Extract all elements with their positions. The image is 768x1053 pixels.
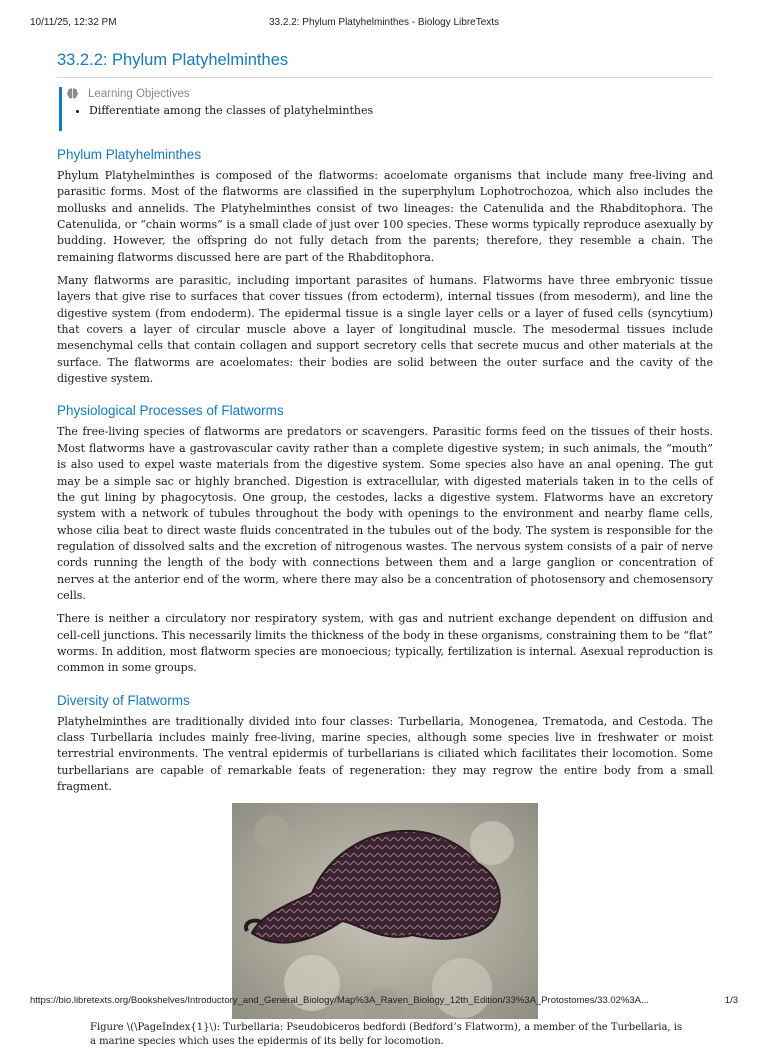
print-footer [30, 995, 738, 1009]
paragraph: Platyhelminthes are traditionally divided into four classes: Turbellaria, Monogenea, Trematoda, and Cestoda. The class Turbellaria includes mainly free-living, marine species, although some species live in freshwater or moist terrestrial environments. The ventral epidermis of turbellarians is ciliated which facilitates their locomotion. Some turbellarians are capable of remarkable feats of regeneration: they may regrow the entire body from a small fragment. [57, 714, 713, 793]
page-content [57, 51, 713, 1053]
print-url[interactable]: https://bio.libretexts.org/Bookshelves/Introductory_and_General_Biology/Map%3A_Raven_Biology_12th_Edition/33%3A_Protostomes/33.02%3A... [30, 995, 649, 1006]
figure-caption: Figure \(\PageIndex{1}\): Turbellaria: Pseudobiceros bedfordi (Bedford’s Flatworm), a member of the Turbellaria, is a marine species which uses the epidermis of its belly for locomotion. [90, 1022, 683, 1048]
page-title: 33.2.2: Phylum Platyhelminthes [57, 51, 713, 78]
learning-objectives-list [73, 103, 373, 118]
paragraph: Many flatworms are parasitic, including important parasites of humans. Flatworms have three embryonic tissue layers that give rise to surfaces that cover tissues (from ectoderm), internal tissues (from mesoderm), and line the digestive system (from endoderm). The epidermal tissue is a single layer cells or a layer of fused cells (syncytium) that covers a layer of circular muscle above a layer of longitudinal muscle. The mesodermal tissues include mesenchymal cells that contain collagen and support secretory cells that secrete mucus and other materials at the surface. The flatworms are acoelomates: their bodies are solid between the outer surface and the cavity of the digestive system. [57, 274, 713, 386]
learning-objectives-heading: Learning Objectives [88, 87, 190, 100]
print-page-number: 1/3 [724, 995, 738, 1006]
print-doc-title: 33.2.2: Phylum Platyhelminthes - Biology LibreTexts [268, 17, 500, 28]
paragraph: There is neither a circulatory nor respiratory system, with gas and nutrient exchange dependent on diffusion and cell-cell junctions. This necessarily limits the thickness of the body in these organisms, constraining them to be “flat” worms. In addition, most flatworm species are monoecious; typically, fertilization is internal. Asexual reproduction is common in some groups. [57, 612, 713, 675]
section-heading-diversity: Diversity of Flatworms [57, 692, 190, 708]
section-heading-physiology: Physiological Processes of Flatworms [57, 403, 284, 419]
learning-objectives-header [66, 87, 190, 100]
figure [57, 803, 713, 1053]
flatworm-photo [232, 803, 538, 1019]
brain-icon [66, 87, 79, 100]
print-datetime: 10/11/25, 12:32 PM [30, 17, 117, 28]
print-header [30, 17, 738, 31]
learning-objectives-box [59, 87, 713, 131]
section-heading-phylum: Phylum Platyhelminthes [57, 147, 202, 162]
learning-objective-item: • Differentiate among the classes of platyhelminthes [89, 103, 373, 118]
paragraph: The free-living species of flatworms are predators or scavengers. Parasitic forms feed on the tissues of their hosts. Most flatworms have a gastrovascular cavity rather than a complete digestive system; in such animals, the “mouth” is also used to expel waste materials from the digestive system. Some species also have an anal opening. The gut may be a simple sac or highly branched. Digestion is extracellular, with digested materials taken in to the cells of the gut lining by phagocytosis. One group, the cestodes, lacks a digestive system. Flatworms have an excretory system with a network of tubules throughout the body with openings to the environment and nearby flame cells, whose cilia beat to direct waste fluids concentrated in the tubules out of the body. The system is responsible for the regulation of dissolved salts and the excretion of nitrogenous wastes. The nervous system consists of a pair of nerve cords running the length of the body with connections between them and a large ganglion or concentration of nerves at the anterior end of the worm, where there may also be a concentration of photosensory and chemosensory cells. [57, 425, 713, 602]
paragraph: Phylum Platyhelminthes is composed of the flatworms: acoelomate organisms that include many free-living and parasitic forms. Most of the flatworms are classified in the superphylum Lophotrochozoa, which also includes the mollusks and annelids. The Platyhelminthes consist of two lineages: the Catenulida and the Rhabditophora. The Catenulida, or “chain worms” is a small clade of just over 100 species. These worms typically reproduce asexually by budding. However, the offspring do not fully detach from the parents; therefore, they resemble a chain. The remaining flatworms discussed here are part of the Rhabditophora. [57, 169, 713, 264]
